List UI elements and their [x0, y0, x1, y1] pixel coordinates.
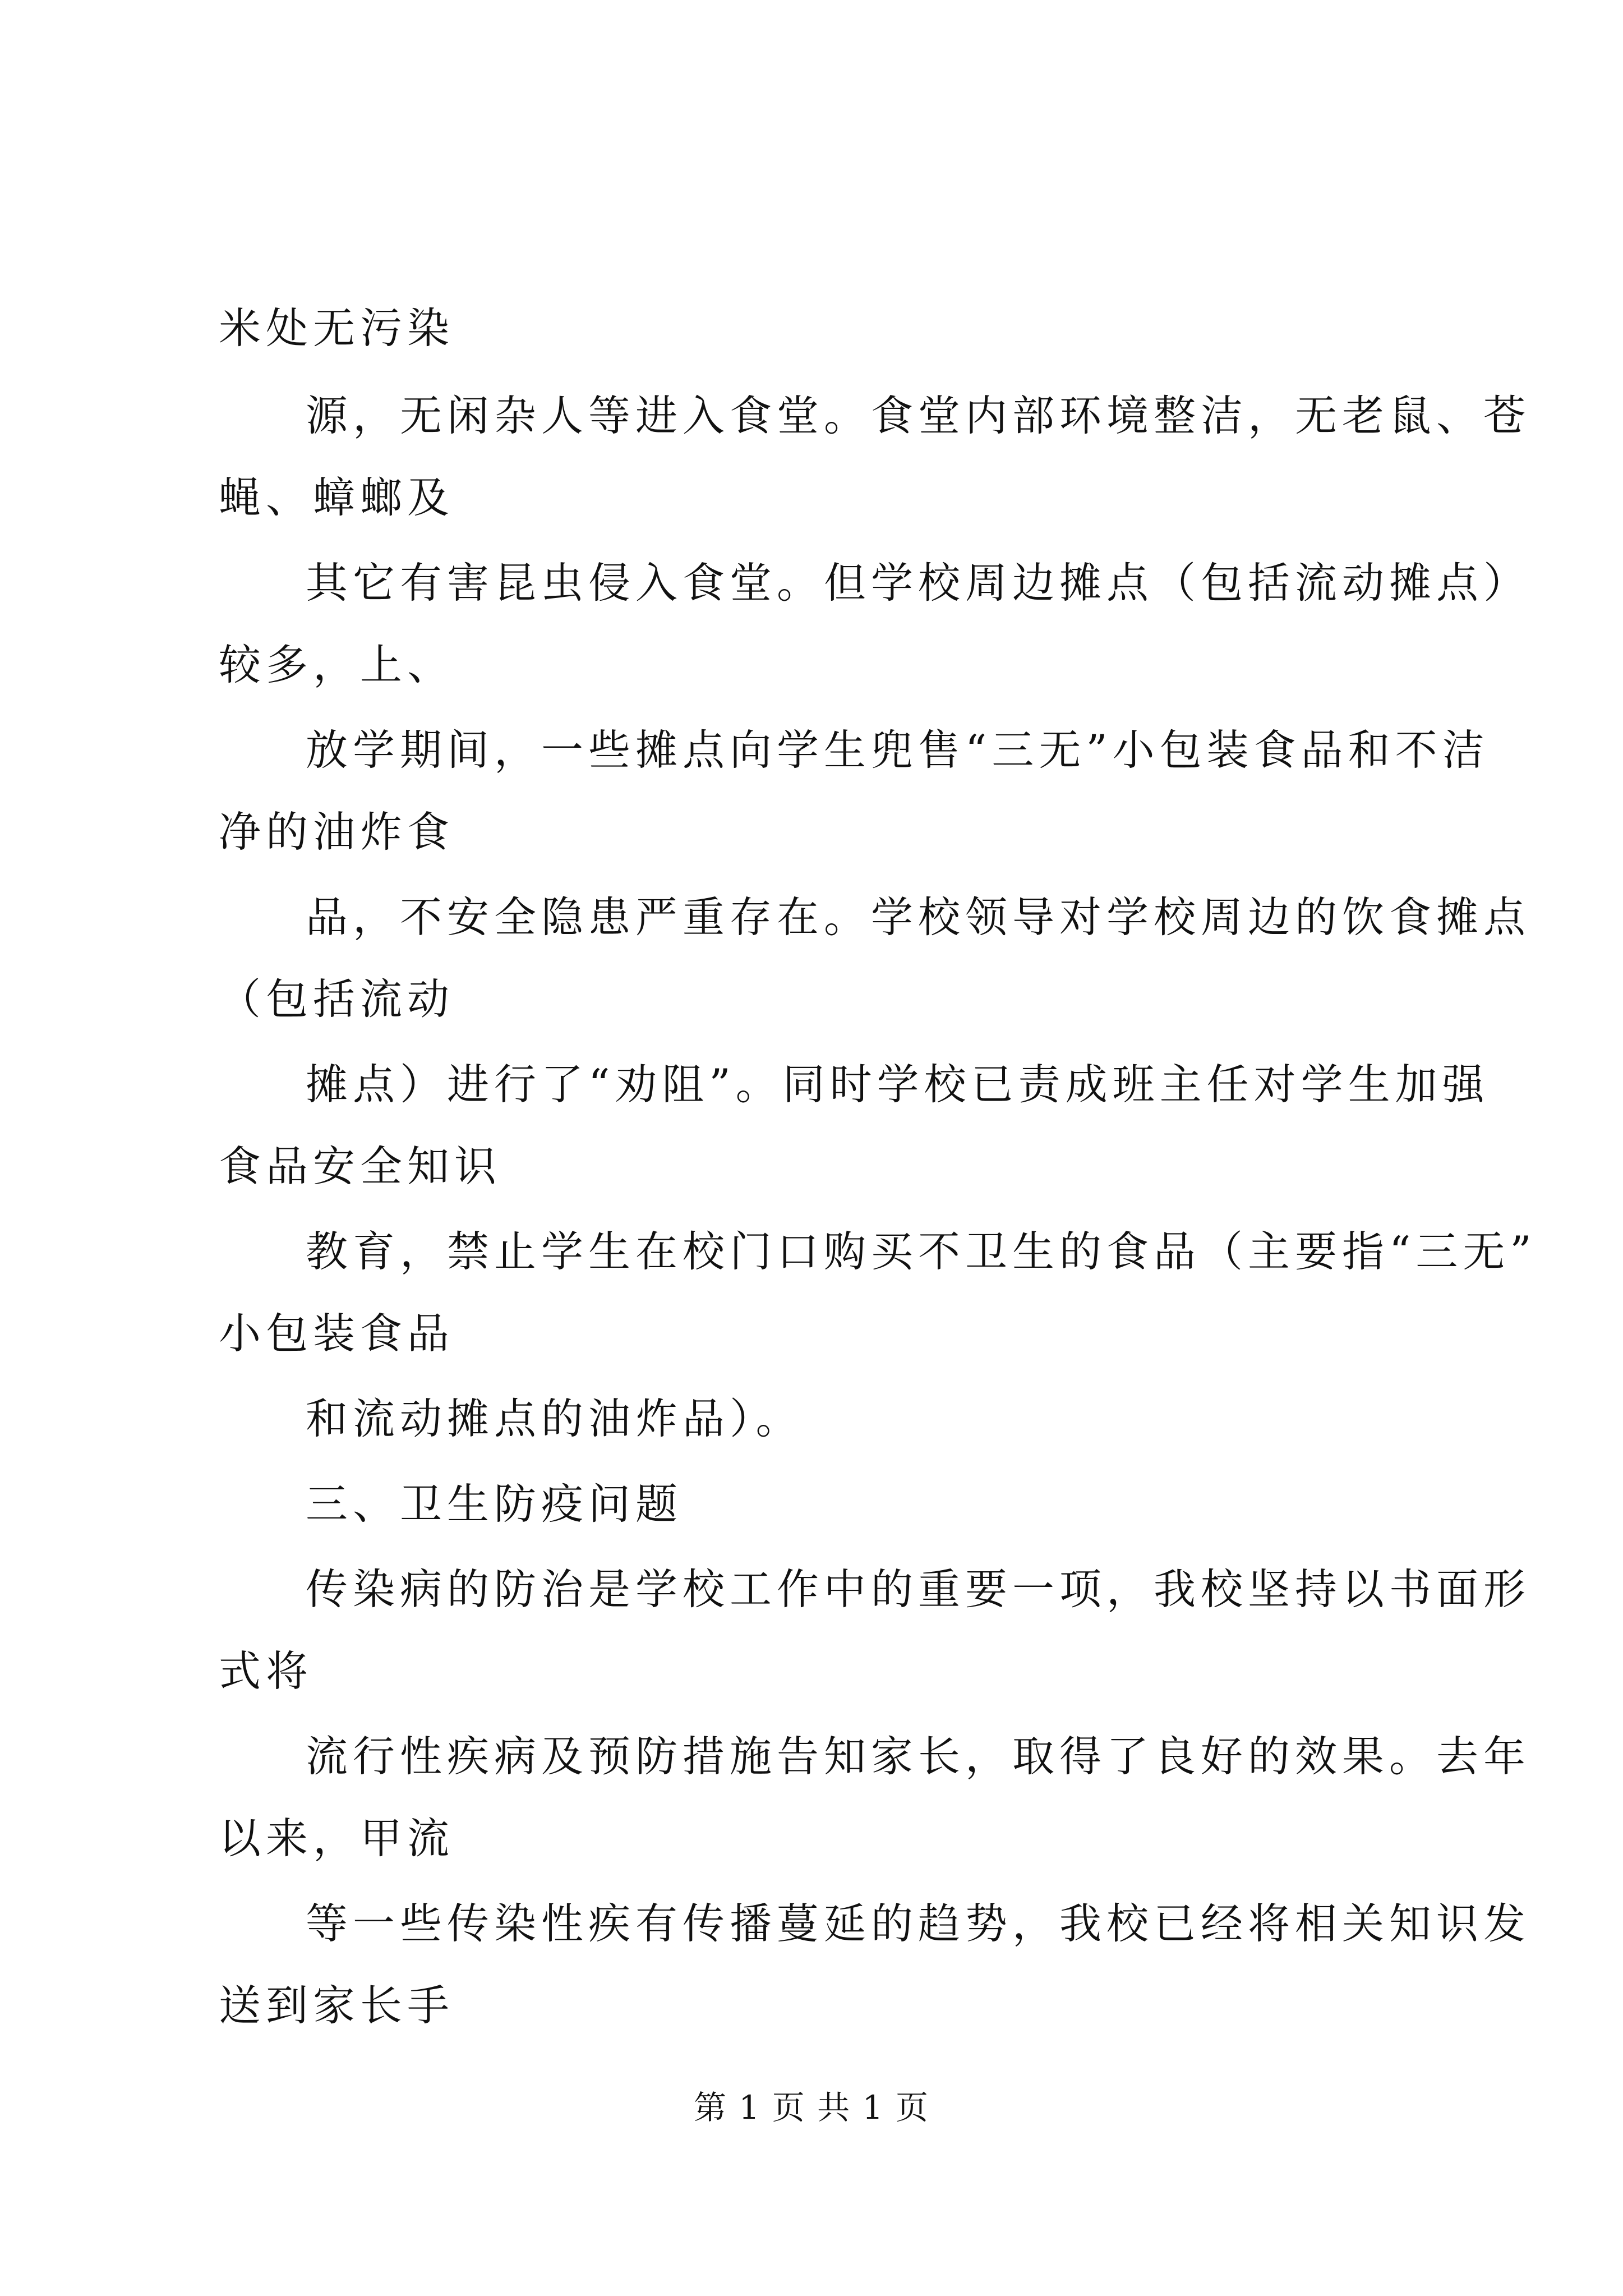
text-line: 和流动摊点的油炸品）。: [306, 1394, 803, 1443]
text-line: 其它有害昆虫侵入食堂。但学校周边摊点（包括流动摊点）: [306, 558, 1531, 608]
text-line: 放学期间，一些摊点向学生兜售“三无”小包装食品和不洁: [306, 725, 1490, 775]
text-line: 送到家长手: [219, 1981, 455, 2030]
text-line: 小包装食品: [219, 1309, 455, 1358]
text-line: 品，不安全隐患严重存在。学校领导对学校周边的饮食摊点: [306, 892, 1531, 942]
text-line: 流行性疾病及预防措施告知家长，取得了良好的效果。去年: [306, 1732, 1531, 1781]
text-line: 源，无闲杂人等进入食堂。食堂内部环境整洁，无老鼠、苍: [306, 391, 1531, 440]
text-line: 传染病的防治是学校工作中的重要一项，我校坚持以书面形: [306, 1565, 1531, 1614]
text-line: 教育，禁止学生在校门口购买不卫生的食品（主要指“三无”: [306, 1227, 1537, 1276]
text-line: 以来，甲流: [219, 1814, 455, 1863]
text-line: （包括流动: [219, 974, 455, 1024]
page-footer: 第 1 页 共 1 页: [694, 2088, 929, 2127]
text-line: 较多，上、: [219, 640, 455, 689]
text-line: 米处无污染: [219, 303, 455, 353]
text-line: 摊点）进行了“劝阻”。同时学校已责成班主任对学生加强: [306, 1060, 1490, 1109]
text-line: 食品安全知识: [219, 1142, 502, 1191]
text-line: 等一些传染性疾有传播蔓延的趋势，我校已经将相关知识发: [306, 1899, 1531, 1948]
text-line: 式将: [219, 1646, 313, 1696]
section-heading: 三、卫生防疫问题: [306, 1479, 683, 1529]
text-line: 蝇、蟑螂及: [219, 473, 455, 522]
text-line: 净的油炸食: [219, 807, 455, 857]
